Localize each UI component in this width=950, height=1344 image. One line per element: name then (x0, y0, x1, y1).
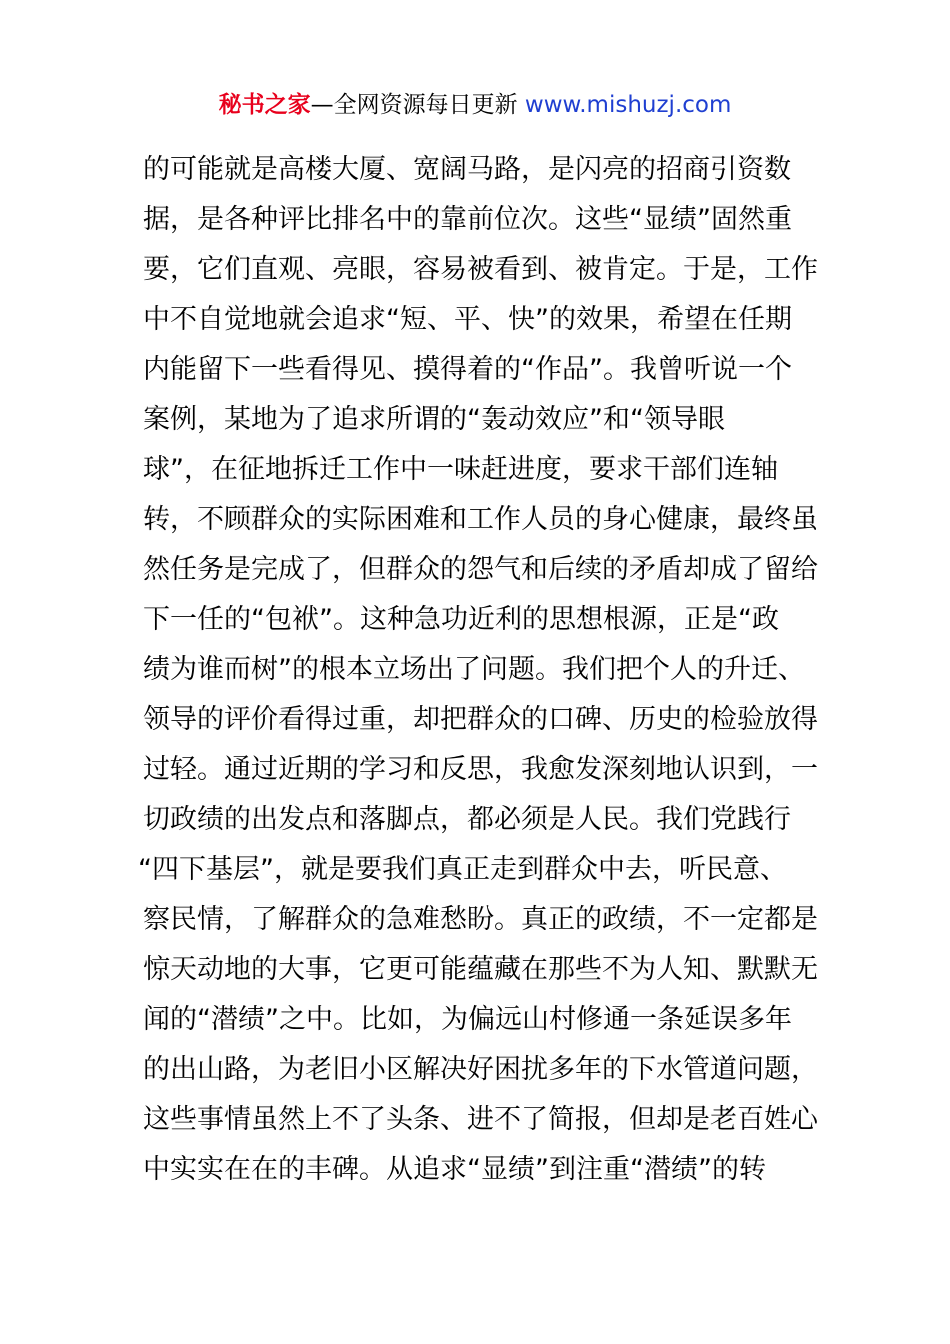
text-line: 内能留下一些看得见、摸得着的“作品”。我曾听说一个 (143, 354, 792, 385)
site-tagline: —全网资源每日更新 (310, 92, 518, 118)
text-line: 这些事情虽然上不了头条、进不了简报，但却是老百姓心 (143, 1104, 818, 1135)
text-line: 的可能就是高楼大厦、宽阔马路，是闪亮的招商引资数 (143, 154, 791, 185)
site-url-link[interactable]: www.mishuzj.com (524, 92, 732, 118)
text-line: “四下基层”，就是要我们真正走到群众中去，听民意、 (138, 854, 787, 885)
text-line: 察民情，了解群众的急难愁盼。真正的政绩，不一定都是 (143, 904, 818, 935)
text-line: 闻的“潜绩”之中。比如，为偏远山村修通一条延误多年 (143, 1004, 792, 1035)
text-line: 要，它们直观、亮眼，容易被看到、被肯定。于是，工作 (143, 254, 818, 285)
site-brand: 秘书之家 (218, 92, 311, 118)
text-line: 下一任的“包袱”。这种急功近利的思想根源，正是“政 (143, 604, 779, 635)
text-line: 惊天动地的大事，它更可能蕴藏在那些不为人知、默默无 (143, 954, 818, 985)
text-line: 过轻。通过近期的学习和反思，我愈发深刻地认识到，一 (143, 754, 818, 785)
text-line: 然任务是完成了，但群众的怨气和后续的矛盾却成了留给 (143, 554, 818, 585)
text-line: 案例，某地为了追求所谓的“轰动效应”和“领导眼 (143, 404, 725, 435)
text-line: 中实实在在的丰碑。从追求“显绩”到注重“潜绩”的转 (143, 1154, 766, 1185)
text-line: 领导的评价看得过重，却把群众的口碑、历史的检验放得 (143, 704, 818, 735)
text-line: 中不自觉地就会追求“短、平、快”的效果，希望在任期 (143, 304, 792, 335)
text-line: 的出山路，为老旧小区解决好困扰多年的下水管道问题， (143, 1054, 818, 1085)
text-line: 转，不顾群众的实际困难和工作人员的身心健康，最终虽 (143, 504, 818, 535)
page-header (0, 88, 950, 122)
document-body (0, 145, 950, 1195)
text-line: 绩为谁而树”的根本立场出了问题。我们把个人的升迁、 (143, 654, 805, 685)
text-line: 球”，在征地拆迁工作中一味赶进度，要求干部们连轴 (143, 454, 778, 485)
text-line: 据，是各种评比排名中的靠前位次。这些“显绩”固然重 (143, 204, 792, 235)
text-line: 切政绩的出发点和落脚点，都必须是人民。我们党践行 (143, 804, 791, 835)
